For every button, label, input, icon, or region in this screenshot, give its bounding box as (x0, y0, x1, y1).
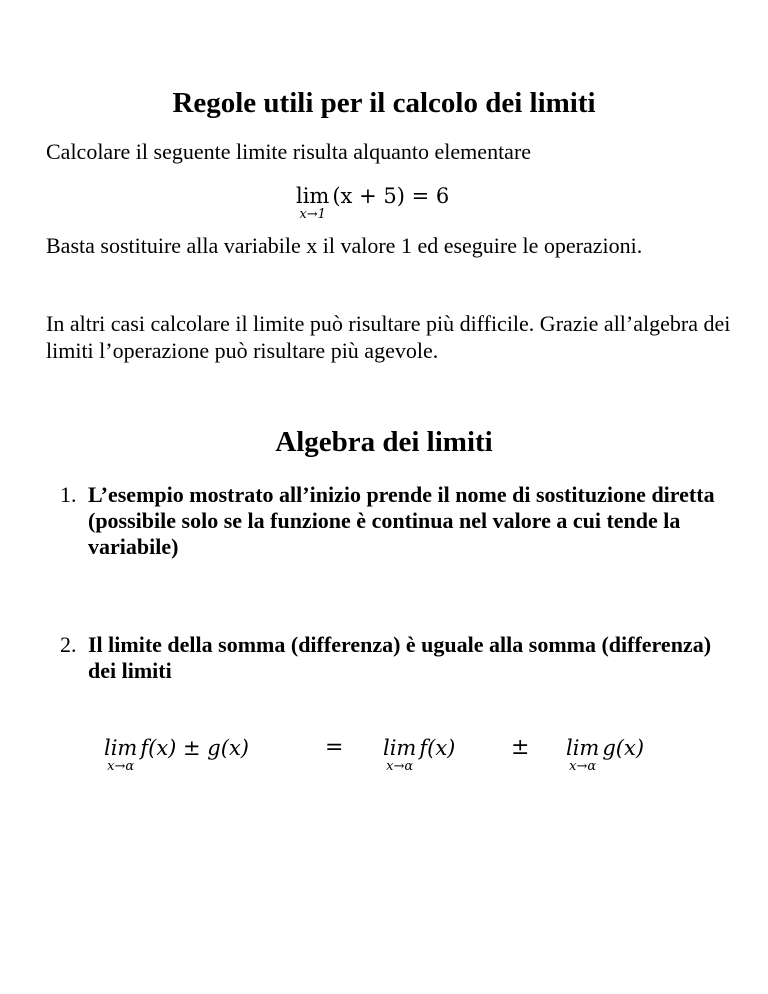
list-item (60, 632, 720, 684)
lim-word: lim (383, 736, 417, 760)
limit-operator (383, 736, 416, 774)
limit-operator (566, 736, 599, 774)
lim-word: lim (566, 736, 600, 760)
lim-subscript: x→α (107, 759, 135, 774)
lim-subscript: x→1 (299, 207, 326, 222)
list-item (60, 482, 720, 560)
sum-limit-term-f (383, 736, 455, 774)
sum-limit-lhs (104, 736, 249, 774)
limit-expression: g(x) (602, 736, 645, 760)
sum-limit-term-g (566, 736, 644, 774)
section-title: Algebra dei limiti (275, 426, 493, 458)
intro-paragraph: Calcolare il seguente limite risulta alquanto elementare (46, 139, 532, 164)
page-title: Regole utili per il calcolo dei limiti (172, 87, 596, 119)
equals-sign: = (325, 735, 344, 760)
list-item-text: Il limite della somma (differenza) è uguale alla somma (differenza) dei limiti (88, 632, 712, 683)
list-number: 1. (60, 482, 77, 507)
explanation-paragraph: Basta sostituire alla variabile x il valore 1 ed eseguire le operazioni. (46, 233, 643, 258)
limit-operator (296, 184, 329, 222)
list-item-text: L’esempio mostrato all’inizio prende il nome di sostituzione diretta (possibile solo se la funzione è continua nel valore a cui tende la variabile) (88, 482, 715, 559)
lim-word: lim (104, 736, 138, 760)
limit-expression: (x + 5) = 6 (332, 184, 450, 208)
limit-operator (104, 736, 137, 774)
algebra-intro-paragraph: In altri casi calcolare il limite può risultare più difficile. Grazie all’algebra dei limiti l’operazione può risultare più agevole. (46, 311, 731, 363)
lim-subscript: x→α (386, 759, 414, 774)
limit-expression: f(x) ± g(x) (140, 736, 249, 760)
list-number: 2. (60, 632, 77, 657)
lim-subscript: x→α (569, 759, 597, 774)
limit-expression: f(x) (419, 736, 456, 760)
lim-word: lim (296, 184, 330, 208)
plus-minus-sign: ± (511, 735, 530, 760)
limit-formula-example (296, 184, 449, 222)
